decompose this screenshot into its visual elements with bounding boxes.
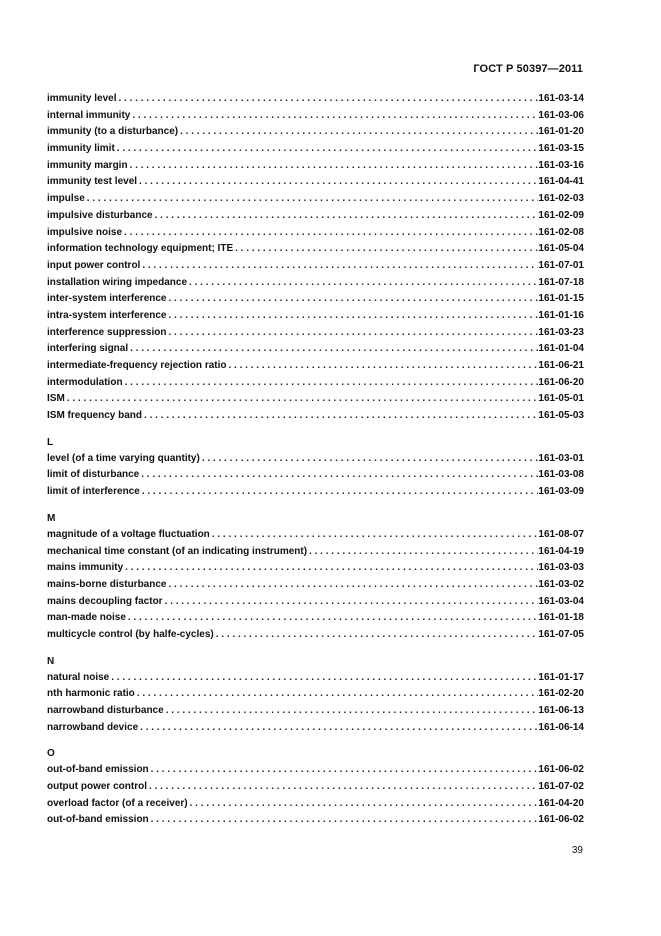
- index-code: 161-01-04: [538, 343, 584, 355]
- index-term: impulsive noise: [47, 226, 123, 238]
- index-entry: [47, 467, 584, 484]
- index-code: 161-03-16: [538, 159, 584, 171]
- dot-leader: [178, 124, 538, 141]
- index-term: mains immunity: [47, 562, 124, 574]
- index-term: man-made noise: [47, 612, 126, 624]
- index-entry: [47, 610, 584, 627]
- index-code: 161-07-18: [538, 276, 584, 288]
- index-term: ISM frequency band: [47, 410, 143, 422]
- index-code: 161-04-20: [538, 797, 584, 809]
- index-code: 161-06-14: [538, 721, 584, 733]
- index-entry: [47, 627, 584, 644]
- index-code: 161-03-01: [538, 452, 584, 464]
- index-entry: [47, 577, 584, 594]
- index-entry: [47, 796, 584, 813]
- document-header: ГОСТ Р 50397—2011: [473, 63, 583, 75]
- dot-leader: [128, 158, 539, 175]
- dot-leader: [130, 108, 538, 125]
- index-term: nth harmonic ratio: [47, 688, 135, 700]
- index-code: 161-05-03: [538, 410, 584, 422]
- index-entry: [47, 484, 584, 501]
- index-entry: [47, 141, 584, 158]
- dot-leader: [135, 686, 539, 703]
- dot-leader: [188, 796, 539, 813]
- dot-leader: [200, 451, 539, 468]
- index-entry: [47, 108, 584, 125]
- index-entry: [47, 762, 584, 779]
- dot-leader: [126, 610, 538, 627]
- section-letter: O: [47, 748, 55, 760]
- index-term: interfering signal: [47, 343, 129, 355]
- dot-leader: [149, 812, 539, 829]
- dot-leader: [65, 391, 539, 408]
- index-term: overload factor (of a receiver): [47, 797, 188, 809]
- dot-leader: [115, 141, 539, 158]
- index-entry: [47, 527, 584, 544]
- dot-leader: [149, 762, 539, 779]
- dot-leader: [123, 560, 538, 577]
- index-entry: [47, 720, 584, 737]
- term-index: [47, 91, 584, 829]
- index-entry: [47, 544, 584, 561]
- dot-leader: [233, 241, 538, 258]
- index-term: output power control: [47, 781, 147, 793]
- dot-leader: [128, 341, 538, 358]
- index-term: immunity limit: [47, 143, 115, 155]
- index-code: 161-05-01: [538, 393, 584, 405]
- index-section: [47, 510, 584, 644]
- index-entry: [47, 408, 584, 425]
- index-entry: [47, 375, 584, 392]
- index-term: mechanical time constant (of an indicating instrument): [47, 545, 308, 557]
- index-code: 161-06-02: [538, 764, 584, 776]
- index-term: intermodulation: [47, 376, 123, 388]
- dot-leader: [214, 627, 539, 644]
- index-term: installation wiring impedance: [47, 276, 188, 288]
- index-entry: [47, 308, 584, 325]
- index-code: 161-01-17: [538, 671, 584, 683]
- index-entry: [47, 594, 584, 611]
- section-letter: N: [47, 655, 55, 667]
- index-term: impulsive disturbance: [47, 209, 153, 221]
- dot-leader: [122, 225, 538, 242]
- index-code: 161-03-15: [538, 143, 584, 155]
- index-code: 161-01-16: [538, 309, 584, 321]
- index-section: [47, 434, 584, 501]
- dot-leader: [137, 174, 538, 191]
- index-entry: [47, 191, 584, 208]
- index-entry: [47, 91, 584, 108]
- index-code: 161-01-20: [538, 126, 584, 138]
- index-entry: [47, 391, 584, 408]
- index-code: 161-01-15: [538, 293, 584, 305]
- index-entry: [47, 560, 584, 577]
- index-code: 161-06-13: [538, 705, 584, 716]
- dot-leader: [307, 544, 538, 561]
- index-code: 161-02-08: [538, 226, 584, 238]
- index-code: 161-07-02: [538, 781, 584, 793]
- index-term: mains-borne disturbance: [47, 578, 167, 590]
- index-code: 161-02-09: [538, 209, 584, 221]
- index-code: 161-02-20: [538, 688, 584, 700]
- index-entry: [47, 158, 584, 175]
- index-term: interference suppression: [47, 326, 167, 338]
- index-code: 161-07-01: [538, 259, 584, 271]
- index-term: level (of a time varying quantity): [47, 452, 200, 464]
- index-entry: [47, 275, 584, 292]
- index-code: 161-03-14: [538, 93, 584, 104]
- index-entry: [47, 291, 584, 308]
- index-code: 161-04-19: [538, 545, 584, 557]
- dot-leader: [164, 703, 539, 720]
- index-entry: [47, 779, 584, 796]
- index-term: internal immunity: [47, 109, 131, 121]
- dot-leader: [210, 527, 539, 544]
- index-entry: [47, 208, 584, 225]
- index-term: intra-system interference: [47, 309, 167, 321]
- index-entry: [47, 341, 584, 358]
- index-term: immunity margin: [47, 159, 128, 171]
- index-term: immunity test level: [47, 176, 138, 188]
- dot-leader: [227, 358, 539, 375]
- index-term: input power control: [47, 259, 141, 271]
- dot-leader: [139, 467, 538, 484]
- dot-leader: [140, 258, 538, 275]
- dot-leader: [85, 191, 539, 208]
- index-term: intermediate-frequency rejection ratio: [47, 360, 227, 371]
- index-entry: [47, 686, 584, 703]
- index-entry: [47, 358, 584, 375]
- index-code: 161-03-09: [538, 486, 584, 498]
- dot-leader: [140, 484, 539, 501]
- index-entry: [47, 670, 584, 687]
- index-entry: [47, 325, 584, 342]
- dot-leader: [167, 308, 539, 325]
- index-term: mains decoupling factor: [47, 595, 163, 607]
- dot-leader: [153, 208, 539, 225]
- index-code: 161-06-21: [538, 360, 584, 371]
- index-term: narrowband device: [47, 721, 139, 733]
- index-entry: [47, 174, 584, 191]
- index-term: impulse: [47, 193, 85, 205]
- index-code: 161-03-04: [538, 595, 584, 607]
- dot-leader: [138, 720, 538, 737]
- index-term: information technology equipment; ITE: [47, 243, 234, 255]
- index-code: 161-03-23: [538, 326, 584, 338]
- index-entry: [47, 124, 584, 141]
- section-letter: L: [47, 436, 54, 448]
- index-section: [47, 653, 584, 737]
- index-term: limit of disturbance: [47, 469, 140, 481]
- page-number: 39: [571, 845, 583, 856]
- index-code: 161-05-04: [538, 243, 584, 255]
- index-section: [47, 91, 584, 425]
- dot-leader: [116, 91, 538, 108]
- dot-leader: [123, 375, 539, 392]
- index-term: natural noise: [47, 671, 110, 683]
- index-term: inter-system interference: [47, 293, 167, 305]
- section-letter: M: [47, 512, 56, 524]
- index-term: immunity (to a disturbance): [47, 126, 179, 138]
- index-term: multicycle control (by halfe-cycles): [47, 628, 214, 640]
- index-entry: [47, 451, 584, 468]
- dot-leader: [187, 275, 538, 292]
- index-term: out-of-band emission: [47, 814, 149, 826]
- index-term: out-of-band emission: [47, 764, 149, 776]
- index-code: 161-01-18: [538, 612, 584, 624]
- index-term: magnitude of a voltage fluctuation: [47, 528, 210, 540]
- index-code: 161-03-03: [538, 562, 584, 574]
- index-code: 161-02-03: [538, 193, 584, 205]
- index-code: 161-08-07: [538, 528, 584, 540]
- index-section: [47, 745, 584, 829]
- index-code: 161-03-02: [538, 578, 584, 590]
- index-entry: [47, 812, 584, 829]
- index-term: ISM: [47, 393, 65, 405]
- index-term: narrowband disturbance: [47, 705, 164, 716]
- index-entry: [47, 703, 584, 720]
- dot-leader: [166, 577, 538, 594]
- index-code: 161-06-20: [538, 376, 584, 388]
- index-term: immunity level: [47, 93, 117, 104]
- index-code: 161-06-02: [538, 814, 584, 826]
- index-term: limit of interference: [47, 486, 140, 498]
- dot-leader: [109, 670, 538, 687]
- index-code: 161-07-05: [538, 628, 584, 640]
- dot-leader: [163, 594, 539, 611]
- index-entry: [47, 258, 584, 275]
- index-code: 161-04-41: [538, 176, 584, 188]
- dot-leader: [167, 291, 539, 308]
- dot-leader: [142, 408, 538, 425]
- index-entry: [47, 225, 584, 242]
- index-entry: [47, 241, 584, 258]
- index-code: 161-03-06: [538, 109, 584, 121]
- dot-leader: [147, 779, 538, 796]
- index-code: 161-03-08: [538, 469, 584, 481]
- dot-leader: [166, 325, 538, 342]
